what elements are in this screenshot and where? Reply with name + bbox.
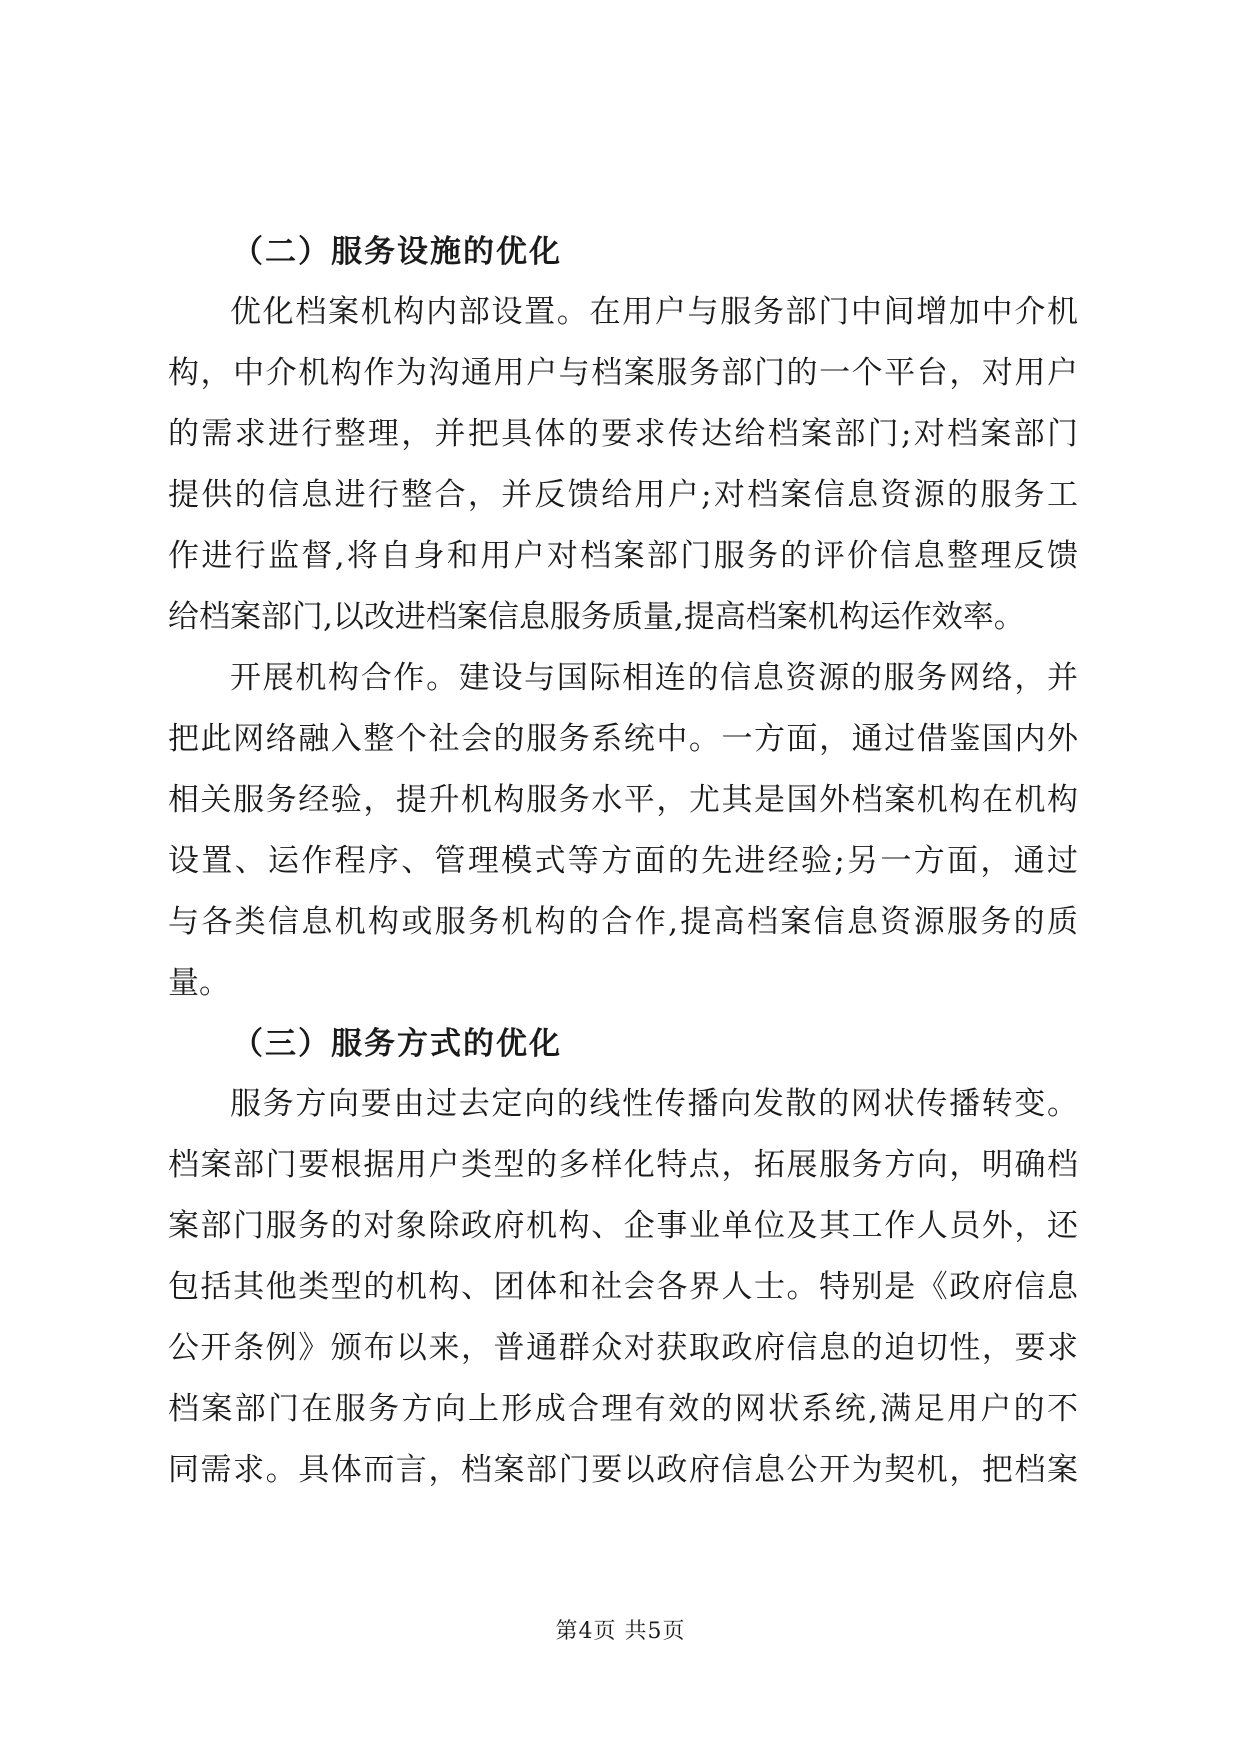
text-line: 优化档案机构内部设置。在用户与服务部门中间增加中介机	[230, 294, 1078, 330]
section-heading: （二）服务设施的优化	[232, 234, 562, 270]
text-line: 给档案部门,以改进档案信息服务质量,提高档案机构运作效率。	[168, 599, 1025, 635]
text-line: 作进行监督,将自身和用户对档案部门服务的评价信息整理反馈	[168, 538, 1078, 574]
text-line: 档案部门要根据用户类型的多样化特点，拓展服务方向，明确档	[168, 1147, 1078, 1183]
text-line: 包括其他类型的机构、团体和社会各界人士。特别是《政府信息	[168, 1269, 1078, 1305]
text-line: 与各类信息机构或服务机构的合作,提高档案信息资源服务的质	[168, 904, 1078, 940]
text-line: 公开条例》颁布以来，普通群众对获取政府信息的迫切性，要求	[168, 1330, 1078, 1366]
text-line: 构，中介机构作为沟通用户与档案服务部门的一个平台，对用户	[168, 355, 1078, 391]
section-heading: （三）服务方式的优化	[232, 1026, 562, 1062]
text-line: 提供的信息进行整合，并反馈给用户;对档案信息资源的服务工	[168, 477, 1078, 513]
text-line: 档案部门在服务方向上形成合理有效的网状系统,满足用户的不	[168, 1391, 1078, 1427]
text-line: 案部门服务的对象除政府机构、企事业单位及其工作人员外，还	[168, 1208, 1078, 1244]
text-line: 相关服务经验，提升机构服务水平，尤其是国外档案机构在机构	[168, 782, 1078, 818]
text-line: 开展机构合作。建设与国际相连的信息资源的服务网络，并	[230, 660, 1078, 696]
text-line: 的需求进行整理，并把具体的要求传达给档案部门;对档案部门	[168, 416, 1078, 452]
text-line: 量。	[168, 965, 230, 1001]
paragraph	[168, 1074, 1078, 1501]
document-body	[168, 222, 1078, 1501]
paragraph	[168, 648, 1078, 1014]
text-line: 同需求。具体而言，档案部门要以政府信息公开为契机，把档案	[168, 1452, 1078, 1488]
text-line: 设置、运作程序、管理模式等方面的先进经验;另一方面，通过	[168, 843, 1078, 879]
page-footer: 第4页 共5页	[555, 1619, 686, 1644]
paragraph	[168, 282, 1078, 648]
text-line: 服务方向要由过去定向的线性传播向发散的网状传播转变。	[230, 1086, 1078, 1122]
text-line: 把此网络融入整个社会的服务系统中。一方面，通过借鉴国内外	[168, 721, 1078, 757]
